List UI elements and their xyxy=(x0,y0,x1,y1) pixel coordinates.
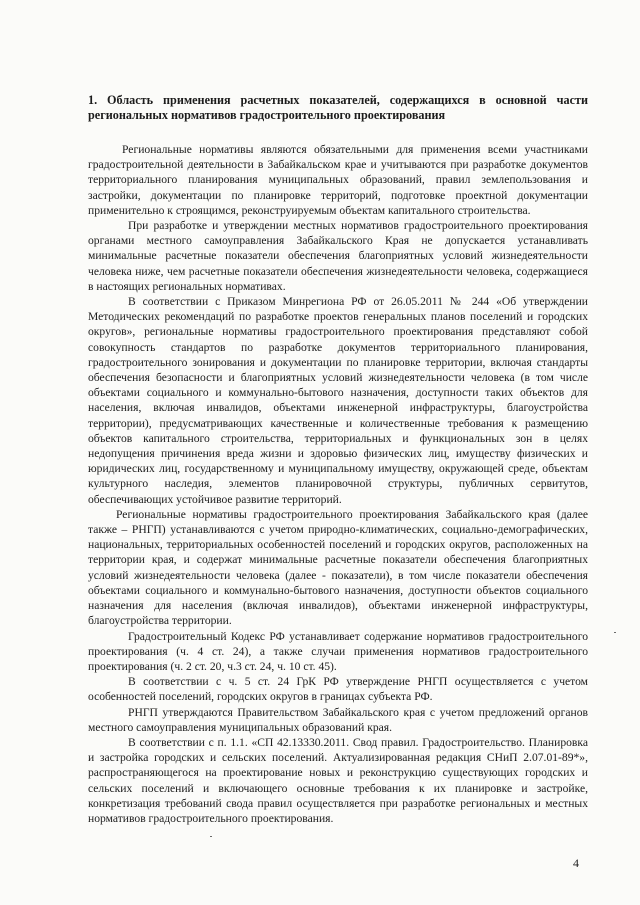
scan-speck xyxy=(614,632,616,633)
paragraph-4: Региональные нормативы градостроительного проектирования Забайкальского края (далее также – РНГП) устанавливаются с учетом природно-климатических, социально-демографических, национальных, территориальных особенностей поселений и городских округов, расположенных на территории края, и содержат минимальные расчетные показатели обеспечения благоприятных условий жизнедеятельности человека (далее - показатели), в том числе показатели обеспечения объектами социального и коммунально-бытового назначения, доступности объектов социального назначения для населения (включая инвалидов), объектами инженерной инфраструктуры, благоустройства территории. xyxy=(88,507,588,628)
paragraph-8: В соответствии с п. 1.1. «СП 42.13330.2011. Свод правил. Градостроительство. Планировка и застройка городских и сельских поселений. Актуализированная редакция СНиП 2.07.01-89*», распространяющегося на проектирование новых и реконструкцию существующих городских и сельских поселений и включающего основные требования к их планировке и застройке, конкретизация требований свода правил осуществляется при разработке региональных и местных нормативов градостроительного проектирования. xyxy=(88,735,588,825)
paragraph-5: Градостроительный Кодекс РФ устанавливает содержание нормативов градостроительного проектирования (ч. 4 ст. 24), а также случаи применения нормативов градостроительного проектирования (ч. 2 ст. 20, ч.3 ст. 24, ч. 10 ст. 45). xyxy=(88,629,588,673)
document-body xyxy=(88,142,588,826)
paragraph-2: При разработке и утверждении местных нормативов градостроительного проектирования органами местного самоуправления Забайкальского Края не допускается устанавливать минимальные расчетные показатели обеспечения благоприятных условий жизнедеятельности человека ниже, чем расчетные показатели обеспечения жизнедеятельности человека, содержащиеся в настоящих региональных нормативах. xyxy=(88,219,588,293)
paragraph-1: Региональные нормативы являются обязательными для применения всеми участниками градостроительной деятельности в Забайкальском крае и учитываются при разработке документов территориального планирования муниципальных образований, правил землепользования и застройки, документации по планировке территорий, подготовке проектной документации применительно к строящимся, реконструируемым объектам капитального строительства. xyxy=(88,143,588,217)
scan-speck xyxy=(210,836,212,837)
paragraph-3: В соответствии с Приказом Минрегиона РФ от 26.05.2011 № 244 «Об утверждении Методических рекомендаций по разработке проектов генеральных планов поселений и городских округов», региональные нормативы градостроительного проектирования представляют собой совокупность стандартов по разработке документов территориального планирования, градостроительного зонирования и документации по планировке территории, включая стандарты обеспечения безопасности и благоприятных условий жизнедеятельности человека (в том числе объектами социального и коммунально-бытового назначения, доступности таких объектов для населения, включая инвалидов, объектами инженерной инфраструктуры, благоустройства территории), предусматривающих качественные и количественные требования к размещению объектов капитального строительства, территориальных и функциональных зон в целях недопущения причинения вреда жизни и здоровью физических лиц, имуществу физических и юридических лиц, государственному и муниципальному имуществу, окружающей среде, объектам культурного наследия, элементов планировочной структуры, публичных сервитутов, обеспечивающих устойчивое развитие территорий. xyxy=(88,295,588,506)
paragraph-6: В соответствии с ч. 5 ст. 24 ГрК РФ утверждение РНГП осуществляется с учетом особенностей поселений, городских округов в границах субъекта РФ. xyxy=(88,675,588,704)
page-number: 4 xyxy=(573,856,579,870)
paragraph-7: РНГП утверждаются Правительством Забайкальского края с учетом предложений органов местного самоуправления муниципальных образований края. xyxy=(88,705,588,734)
section-heading: 1. Область применения расчетных показателей, содержащихся в основной части региональных нормативов градостроительного проектирования xyxy=(88,93,588,122)
